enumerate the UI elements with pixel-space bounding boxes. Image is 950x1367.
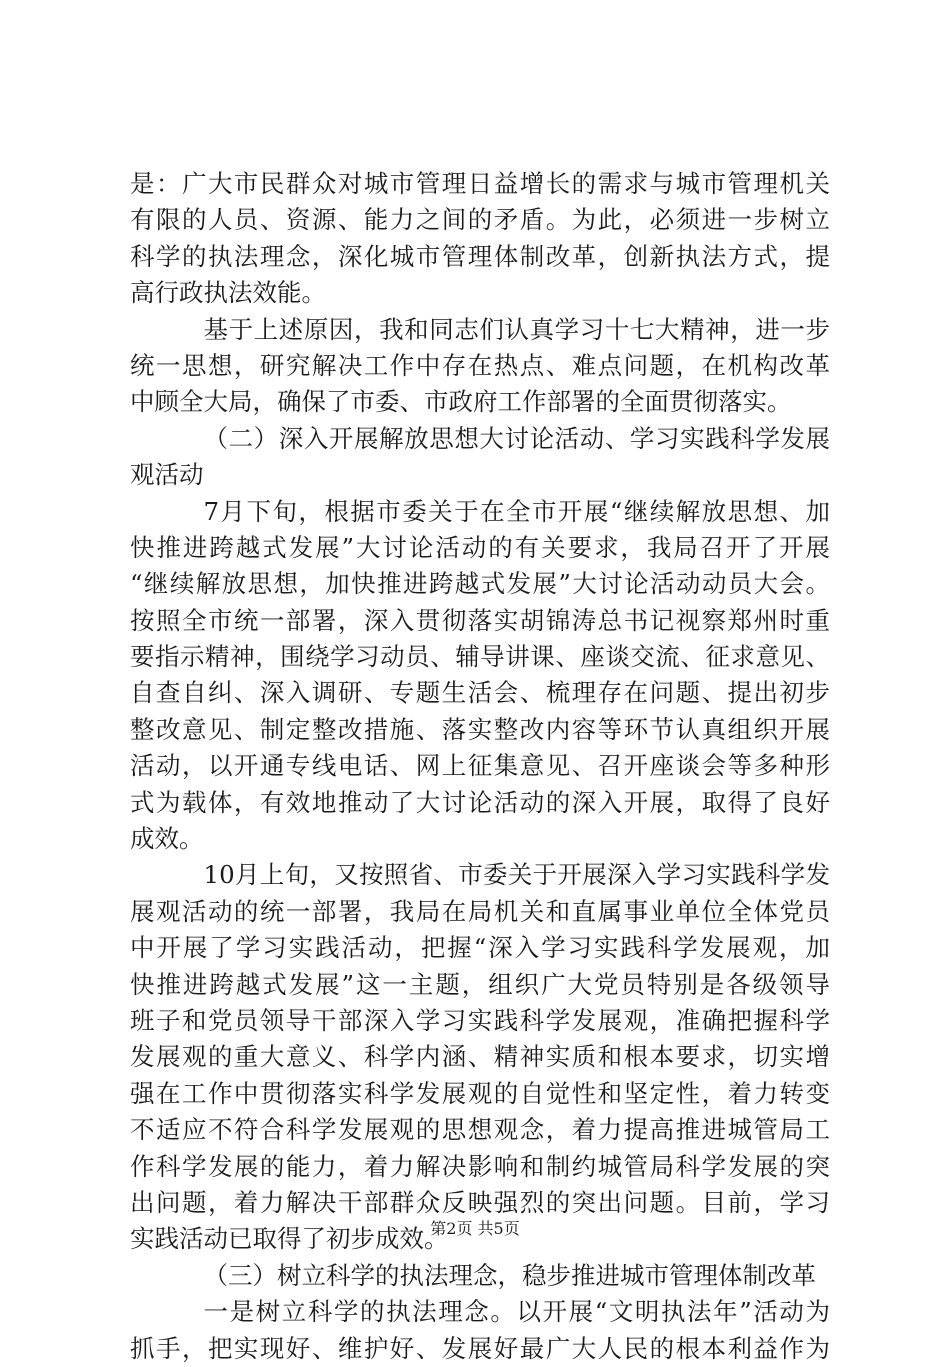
text-line: 10月上旬，又按照省、市委关于开展深入学习实践科学发 (203, 860, 830, 890)
text-line: 不适应不符合科学发展观的思想观念，着力提高推进城管局工 (130, 1115, 830, 1145)
text-line: 按照全市统一部署，深入贯彻落实胡锦涛总书记视察郑州时重 (130, 605, 830, 635)
text-line: 成效。 (130, 824, 204, 854)
text-line: 实践活动已取得了初步成效。 (130, 1224, 449, 1254)
text-line: （三）树立科学的执法理念，稳步推进城市管理体制改革 (203, 1260, 816, 1290)
text-line: 活动，以开通专线电话、网上征集意见、召开座谈会等多种形 (130, 751, 830, 781)
text-line: 出问题，着力解决干部群众反映强烈的突出问题。目前，学习 (130, 1187, 830, 1217)
document-body (130, 166, 830, 1367)
text-line: 快推进跨越式发展”这一主题，组织广大党员特别是各级领导 (130, 969, 830, 999)
text-line: 发展观的重大意义、科学内涵、精神实质和根本要求，切实增 (130, 1042, 830, 1072)
text-line: 观活动 (130, 460, 204, 490)
page-footer: 第2页 共5页 (430, 1219, 520, 1238)
text-line: 基于上述原因，我和同志们认真学习十七大精神，进一步 (203, 314, 830, 344)
text-line: 有限的人员、资源、能力之间的矛盾。为此，必须进一步树立 (130, 205, 830, 235)
text-line: 式为载体，有效地推动了大讨论活动的深入开展，取得了良好 (130, 787, 830, 817)
text-line: 强在工作中贯彻落实科学发展观的自觉性和坚定性，着力转变 (130, 1078, 830, 1108)
text-line: 要指示精神，围绕学习动员、辅导讲课、座谈交流、征求意见、 (130, 642, 830, 672)
text-line: 自查自纠、深入调研、专题生活会、梳理存在问题、提出初步 (130, 678, 830, 708)
text-line: 统一思想，研究解决工作中存在热点、难点问题，在机构改革 (130, 350, 830, 380)
text-line: “继续解放思想，加快推进跨越式发展”大讨论活动动员大会。 (130, 569, 830, 599)
text-line: 科学的执法理念，深化城市管理体制改革，创新执法方式，提 (130, 241, 830, 271)
text-line: 整改意见、制定整改措施、落实整改内容等环节认真组织开展 (130, 714, 830, 744)
text-line: 班子和党员领导干部深入学习实践科学发展观，准确把握科学 (130, 1005, 830, 1035)
text-line: 是：广大市民群众对城市管理日益增长的需求与城市管理机关 (130, 169, 830, 198)
text-line: 中顾全大局，确保了市委、市政府工作部署的全面贯彻落实。 (130, 387, 792, 417)
text-line: 快推进跨越式发展”大讨论活动的有关要求，我局召开了开展 (130, 532, 830, 562)
text-line: 展观活动的统一部署，我局在局机关和直属事业单位全体党员 (130, 896, 830, 926)
text-line: 一是树立科学的执法理念。以开展“文明执法年”活动为 (203, 1297, 830, 1327)
text-line: 抓手，把实现好、维护好、发展好最广大人民的根本利益作为 (130, 1333, 830, 1363)
text-line: （二）深入开展解放思想大讨论活动、学习实践科学发展 (203, 423, 830, 453)
text-line: 高行政执法效能。 (130, 278, 326, 308)
text-line: 中开展了学习实践活动，把握“深入学习实践科学发展观，加 (130, 933, 830, 963)
text-line: 作科学发展的能力，着力解决影响和制约城管局科学发展的突 (130, 1151, 830, 1181)
text-line: 7月下旬，根据市委关于在全市开展“继续解放思想、加 (203, 496, 830, 526)
